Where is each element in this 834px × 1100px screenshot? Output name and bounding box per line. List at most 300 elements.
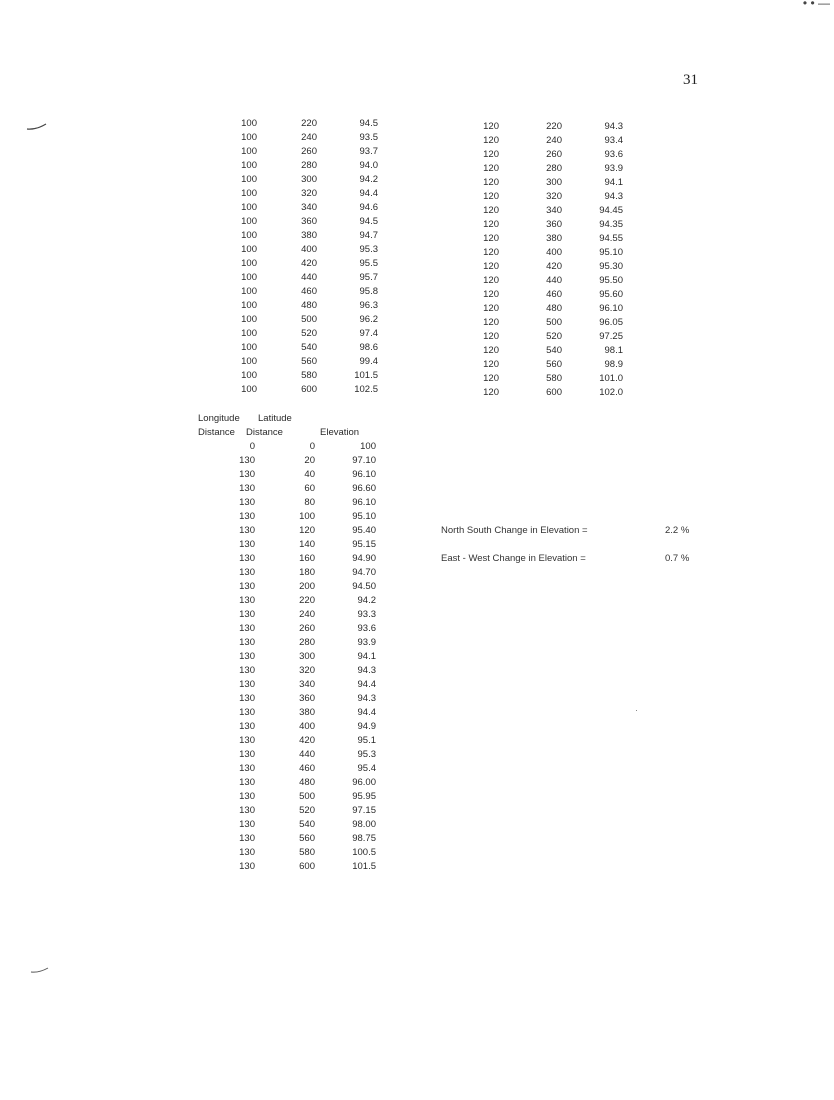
- longitude-cell: 120: [483, 121, 499, 132]
- table-row: [463, 134, 623, 148]
- elevation-cell: 95.5: [359, 258, 378, 269]
- table-row: [463, 330, 623, 344]
- elevation-cell: 96.00: [352, 777, 376, 788]
- latitude-cell: 360: [546, 219, 562, 230]
- latitude-cell: 540: [301, 342, 317, 353]
- latitude-cell: 240: [299, 609, 315, 620]
- longitude-cell: 100: [241, 160, 257, 171]
- elevation-cell: 96.10: [352, 497, 376, 508]
- latitude-cell: 260: [546, 149, 562, 160]
- table-row: [198, 496, 376, 510]
- elevation-cell: 94.90: [352, 553, 376, 564]
- latitude-cell: 500: [301, 314, 317, 325]
- elevation-cell: 94.5: [359, 118, 378, 129]
- table-row: [463, 302, 623, 316]
- longitude-cell: 120: [483, 303, 499, 314]
- elevation-cell: 98.9: [604, 359, 623, 370]
- longitude-cell: 100: [241, 342, 257, 353]
- elevation-cell: 100: [360, 441, 376, 452]
- table-body: [198, 440, 376, 874]
- latitude-cell: 220: [301, 118, 317, 129]
- elevation-cell: 94.4: [359, 188, 378, 199]
- elevation-cell: 93.5: [359, 132, 378, 143]
- longitude-cell: 100: [241, 174, 257, 185]
- longitude-cell: 120: [483, 219, 499, 230]
- latitude-cell: 80: [304, 497, 315, 508]
- table-row: [463, 148, 623, 162]
- scan-speck: [636, 710, 637, 711]
- elevation-cell: 96.05: [599, 317, 623, 328]
- longitude-cell: 120: [483, 191, 499, 202]
- elevation-cell: 95.10: [599, 247, 623, 258]
- latitude-cell: 280: [546, 163, 562, 174]
- header-longitude: Longitude: [198, 413, 240, 424]
- elevation-cell: 96.10: [352, 469, 376, 480]
- latitude-cell: 380: [546, 233, 562, 244]
- elevation-cell: 98.00: [352, 819, 376, 830]
- latitude-cell: 420: [546, 261, 562, 272]
- longitude-cell: 100: [241, 118, 257, 129]
- table-row: [463, 246, 623, 260]
- latitude-cell: 580: [299, 847, 315, 858]
- table-row: [198, 678, 376, 692]
- table-header-line1: [198, 412, 376, 426]
- latitude-cell: 360: [299, 693, 315, 704]
- longitude-cell: 130: [239, 819, 255, 830]
- table-row: [198, 776, 376, 790]
- table-row: [198, 804, 376, 818]
- longitude-cell: 130: [239, 735, 255, 746]
- table-row: [198, 524, 376, 538]
- table-row: [463, 316, 623, 330]
- table-row: [198, 622, 376, 636]
- table-row: [198, 594, 376, 608]
- elevation-cell: 97.15: [352, 805, 376, 816]
- table-row: [463, 344, 623, 358]
- table-row: [198, 566, 376, 580]
- longitude-cell: 130: [239, 497, 255, 508]
- longitude-cell: 130: [239, 511, 255, 522]
- table-row: [463, 288, 623, 302]
- elevation-cell: 98.75: [352, 833, 376, 844]
- longitude-cell: 130: [239, 847, 255, 858]
- longitude-cell: 130: [239, 833, 255, 844]
- table-row: [198, 454, 376, 468]
- table-row: [463, 386, 623, 400]
- elevation-cell: 94.3: [604, 191, 623, 202]
- table-row: [463, 176, 623, 190]
- longitude-cell: 100: [241, 216, 257, 227]
- scan-mark-bottom: [30, 964, 50, 974]
- latitude-cell: 500: [299, 791, 315, 802]
- table-row: [220, 369, 378, 383]
- latitude-cell: 440: [299, 749, 315, 760]
- longitude-cell: 130: [239, 483, 255, 494]
- elevation-cell: 95.3: [359, 244, 378, 255]
- header-elevation: Elevation: [320, 427, 360, 438]
- elevation-cell: 97.25: [599, 331, 623, 342]
- table-row: [463, 260, 623, 274]
- latitude-cell: 520: [546, 331, 562, 342]
- table-row: [198, 790, 376, 804]
- elevation-cell: 96.10: [599, 303, 623, 314]
- longitude-cell: 120: [483, 177, 499, 188]
- elevation-cell: 95.1: [357, 735, 376, 746]
- table-row: [463, 162, 623, 176]
- elevation-cell: 94.55: [599, 233, 623, 244]
- longitude-cell: 120: [483, 345, 499, 356]
- table-row: [198, 748, 376, 762]
- longitude-cell: 130: [239, 805, 255, 816]
- longitude-cell: 120: [483, 233, 499, 244]
- elevation-cell: 95.8: [359, 286, 378, 297]
- table-row: [220, 285, 378, 299]
- elevation-cell: 95.50: [599, 275, 623, 286]
- latitude-cell: 500: [546, 317, 562, 328]
- latitude-cell: 240: [546, 135, 562, 146]
- longitude-cell: 100: [241, 272, 257, 283]
- longitude-cell: 120: [483, 317, 499, 328]
- latitude-cell: 320: [299, 665, 315, 676]
- longitude-cell: 120: [483, 261, 499, 272]
- latitude-cell: 580: [301, 370, 317, 381]
- longitude-cell: 130: [239, 777, 255, 788]
- longitude-cell: 130: [239, 553, 255, 564]
- ns-change-label: North South Change in Elevation =: [441, 525, 588, 536]
- longitude-cell: 100: [241, 188, 257, 199]
- longitude-cell: 100: [241, 146, 257, 157]
- longitude-cell: 130: [239, 651, 255, 662]
- table-row: [220, 299, 378, 313]
- header-longitude-distance: Distance: [198, 427, 235, 438]
- table-row: [220, 159, 378, 173]
- elevation-table-longitude-130: [198, 412, 376, 874]
- latitude-cell: 600: [546, 387, 562, 398]
- longitude-cell: 130: [239, 637, 255, 648]
- latitude-cell: 340: [546, 205, 562, 216]
- longitude-cell: 0: [249, 441, 255, 452]
- table-row: [220, 243, 378, 257]
- elevation-cell: 94.6: [359, 202, 378, 213]
- elevation-cell: 102.0: [599, 387, 623, 398]
- latitude-cell: 380: [299, 707, 315, 718]
- latitude-cell: 560: [299, 833, 315, 844]
- elevation-cell: 93.6: [357, 623, 376, 634]
- elevation-cell: 95.15: [352, 539, 376, 550]
- elevation-cell: 93.4: [604, 135, 623, 146]
- latitude-cell: 440: [546, 275, 562, 286]
- table-row: [198, 650, 376, 664]
- table-row: [198, 538, 376, 552]
- latitude-cell: 420: [301, 258, 317, 269]
- elevation-cell: 95.95: [352, 791, 376, 802]
- table-header-line2: [198, 426, 376, 440]
- latitude-cell: 480: [299, 777, 315, 788]
- elevation-cell: 94.3: [357, 665, 376, 676]
- table-row: [198, 636, 376, 650]
- elevation-cell: 96.3: [359, 300, 378, 311]
- elevation-cell: 94.7: [359, 230, 378, 241]
- longitude-cell: 120: [483, 373, 499, 384]
- latitude-cell: 300: [546, 177, 562, 188]
- latitude-cell: 440: [301, 272, 317, 283]
- latitude-cell: 400: [301, 244, 317, 255]
- table-row: [198, 832, 376, 846]
- header-latitude: Latitude: [258, 413, 292, 424]
- table-row: [463, 218, 623, 232]
- elevation-cell: 93.9: [604, 163, 623, 174]
- longitude-cell: 100: [241, 314, 257, 325]
- longitude-cell: 130: [239, 595, 255, 606]
- table-row: [220, 117, 378, 131]
- latitude-cell: 340: [299, 679, 315, 690]
- longitude-cell: 130: [239, 567, 255, 578]
- longitude-cell: 100: [241, 258, 257, 269]
- elevation-cell: 94.0: [359, 160, 378, 171]
- latitude-cell: 480: [301, 300, 317, 311]
- longitude-cell: 120: [483, 331, 499, 342]
- latitude-cell: 360: [301, 216, 317, 227]
- elevation-cell: 94.3: [604, 121, 623, 132]
- longitude-cell: 130: [239, 861, 255, 872]
- latitude-cell: 380: [301, 230, 317, 241]
- longitude-cell: 130: [239, 539, 255, 550]
- table-row: [198, 860, 376, 874]
- table-row: [463, 204, 623, 218]
- latitude-cell: 580: [546, 373, 562, 384]
- page-number: 31: [683, 72, 698, 88]
- elevation-cell: 94.3: [357, 693, 376, 704]
- table-row: [198, 608, 376, 622]
- corner-mark: • • —: [802, 0, 830, 10]
- elevation-table-longitude-100: [220, 117, 378, 397]
- longitude-cell: 100: [241, 244, 257, 255]
- elevation-cell: 95.4: [357, 763, 376, 774]
- latitude-cell: 280: [301, 160, 317, 171]
- longitude-cell: 130: [239, 665, 255, 676]
- table-row: [463, 232, 623, 246]
- elevation-cell: 97.10: [352, 455, 376, 466]
- longitude-cell: 130: [239, 455, 255, 466]
- latitude-cell: 460: [301, 286, 317, 297]
- elevation-cell: 101.5: [352, 861, 376, 872]
- elevation-cell: 96.2: [359, 314, 378, 325]
- table-row: [198, 552, 376, 566]
- ew-change-label: East - West Change in Elevation =: [441, 553, 586, 564]
- elevation-cell: 98.6: [359, 342, 378, 353]
- table-row: [220, 271, 378, 285]
- longitude-cell: 100: [241, 384, 257, 395]
- table-row: [198, 762, 376, 776]
- latitude-cell: 60: [304, 483, 315, 494]
- table-row: [220, 131, 378, 145]
- longitude-cell: 120: [483, 247, 499, 258]
- longitude-cell: 130: [239, 469, 255, 480]
- table-row: [220, 173, 378, 187]
- table-row: [220, 341, 378, 355]
- elevation-cell: 94.5: [359, 216, 378, 227]
- elevation-cell: 102.5: [354, 384, 378, 395]
- elevation-cell: 94.45: [599, 205, 623, 216]
- longitude-cell: 120: [483, 163, 499, 174]
- table-row: [198, 720, 376, 734]
- header-latitude-distance: Distance: [246, 427, 283, 438]
- latitude-cell: 140: [299, 539, 315, 550]
- elevation-cell: 95.3: [357, 749, 376, 760]
- table-row: [220, 355, 378, 369]
- latitude-cell: 600: [301, 384, 317, 395]
- latitude-cell: 40: [304, 469, 315, 480]
- table-row: [198, 706, 376, 720]
- table-row: [463, 274, 623, 288]
- table-row: [198, 440, 376, 454]
- elevation-cell: 94.2: [357, 595, 376, 606]
- ns-change-value: 2.2 %: [665, 525, 690, 536]
- latitude-cell: 160: [299, 553, 315, 564]
- longitude-cell: 120: [483, 149, 499, 160]
- table-row: [463, 120, 623, 134]
- latitude-cell: 240: [301, 132, 317, 143]
- longitude-cell: 100: [241, 300, 257, 311]
- elevation-cell: 97.4: [359, 328, 378, 339]
- scan-mark-top: [26, 121, 48, 131]
- longitude-cell: 130: [239, 581, 255, 592]
- elevation-cell: 95.10: [352, 511, 376, 522]
- table-row: [198, 664, 376, 678]
- table-row: [220, 187, 378, 201]
- latitude-cell: 320: [546, 191, 562, 202]
- latitude-cell: 520: [301, 328, 317, 339]
- table-row: [198, 468, 376, 482]
- table-row: [198, 734, 376, 748]
- table-row: [463, 358, 623, 372]
- elevation-cell: 101.5: [354, 370, 378, 381]
- longitude-cell: 130: [239, 707, 255, 718]
- elevation-cell: 93.6: [604, 149, 623, 160]
- latitude-cell: 0: [309, 441, 315, 452]
- longitude-cell: 130: [239, 749, 255, 760]
- elevation-cell: 95.60: [599, 289, 623, 300]
- elevation-cell: 94.4: [357, 707, 376, 718]
- latitude-cell: 20: [304, 455, 315, 466]
- table-row: [198, 510, 376, 524]
- elevation-cell: 93.3: [357, 609, 376, 620]
- longitude-cell: 100: [241, 356, 257, 367]
- longitude-cell: 130: [239, 693, 255, 704]
- latitude-cell: 100: [299, 511, 315, 522]
- longitude-cell: 100: [241, 328, 257, 339]
- table-row: [198, 818, 376, 832]
- table-row: [198, 580, 376, 594]
- elevation-cell: 96.60: [352, 483, 376, 494]
- longitude-cell: 100: [241, 132, 257, 143]
- table-row: [220, 145, 378, 159]
- longitude-cell: 100: [241, 230, 257, 241]
- latitude-cell: 320: [301, 188, 317, 199]
- table-row: [220, 201, 378, 215]
- table-row: [220, 215, 378, 229]
- longitude-cell: 130: [239, 763, 255, 774]
- elevation-cell: 93.7: [359, 146, 378, 157]
- latitude-cell: 480: [546, 303, 562, 314]
- longitude-cell: 100: [241, 202, 257, 213]
- latitude-cell: 220: [299, 595, 315, 606]
- latitude-cell: 520: [299, 805, 315, 816]
- longitude-cell: 130: [239, 609, 255, 620]
- latitude-cell: 600: [299, 861, 315, 872]
- table-row: [198, 482, 376, 496]
- longitude-cell: 120: [483, 387, 499, 398]
- longitude-cell: 100: [241, 370, 257, 381]
- elevation-cell: 94.9: [357, 721, 376, 732]
- longitude-cell: 120: [483, 359, 499, 370]
- elevation-cell: 101.0: [599, 373, 623, 384]
- latitude-cell: 220: [546, 121, 562, 132]
- latitude-cell: 540: [299, 819, 315, 830]
- elevation-cell: 94.50: [352, 581, 376, 592]
- elevation-cell: 94.35: [599, 219, 623, 230]
- table-row: [198, 692, 376, 706]
- table-row: [220, 229, 378, 243]
- elevation-cell: 100.5: [352, 847, 376, 858]
- elevation-cell: 99.4: [359, 356, 378, 367]
- elevation-cell: 94.1: [604, 177, 623, 188]
- elevation-cell: 95.30: [599, 261, 623, 272]
- latitude-cell: 540: [546, 345, 562, 356]
- longitude-cell: 120: [483, 135, 499, 146]
- table-row: [220, 313, 378, 327]
- longitude-cell: 120: [483, 289, 499, 300]
- elevation-cell: 94.4: [357, 679, 376, 690]
- table-row: [463, 190, 623, 204]
- latitude-cell: 300: [301, 174, 317, 185]
- elevation-cell: 94.1: [357, 651, 376, 662]
- elevation-cell: 94.2: [359, 174, 378, 185]
- latitude-cell: 400: [299, 721, 315, 732]
- table-row: [220, 327, 378, 341]
- elevation-cell: 95.7: [359, 272, 378, 283]
- latitude-cell: 560: [301, 356, 317, 367]
- table-row: [220, 383, 378, 397]
- table-row: [198, 846, 376, 860]
- latitude-cell: 420: [299, 735, 315, 746]
- elevation-cell: 95.40: [352, 525, 376, 536]
- latitude-cell: 200: [299, 581, 315, 592]
- longitude-cell: 120: [483, 275, 499, 286]
- elevation-cell: 94.70: [352, 567, 376, 578]
- latitude-cell: 340: [301, 202, 317, 213]
- longitude-cell: 130: [239, 623, 255, 634]
- latitude-cell: 460: [546, 289, 562, 300]
- latitude-cell: 460: [299, 763, 315, 774]
- longitude-cell: 100: [241, 286, 257, 297]
- elevation-cell: 98.1: [604, 345, 623, 356]
- latitude-cell: 300: [299, 651, 315, 662]
- latitude-cell: 280: [299, 637, 315, 648]
- elevation-table-longitude-120: [463, 120, 623, 400]
- longitude-cell: 130: [239, 791, 255, 802]
- longitude-cell: 120: [483, 205, 499, 216]
- table-row: [220, 257, 378, 271]
- latitude-cell: 260: [299, 623, 315, 634]
- longitude-cell: 130: [239, 679, 255, 690]
- table-row: [463, 372, 623, 386]
- longitude-cell: 130: [239, 525, 255, 536]
- latitude-cell: 400: [546, 247, 562, 258]
- elevation-cell: 93.9: [357, 637, 376, 648]
- latitude-cell: 180: [299, 567, 315, 578]
- latitude-cell: 120: [299, 525, 315, 536]
